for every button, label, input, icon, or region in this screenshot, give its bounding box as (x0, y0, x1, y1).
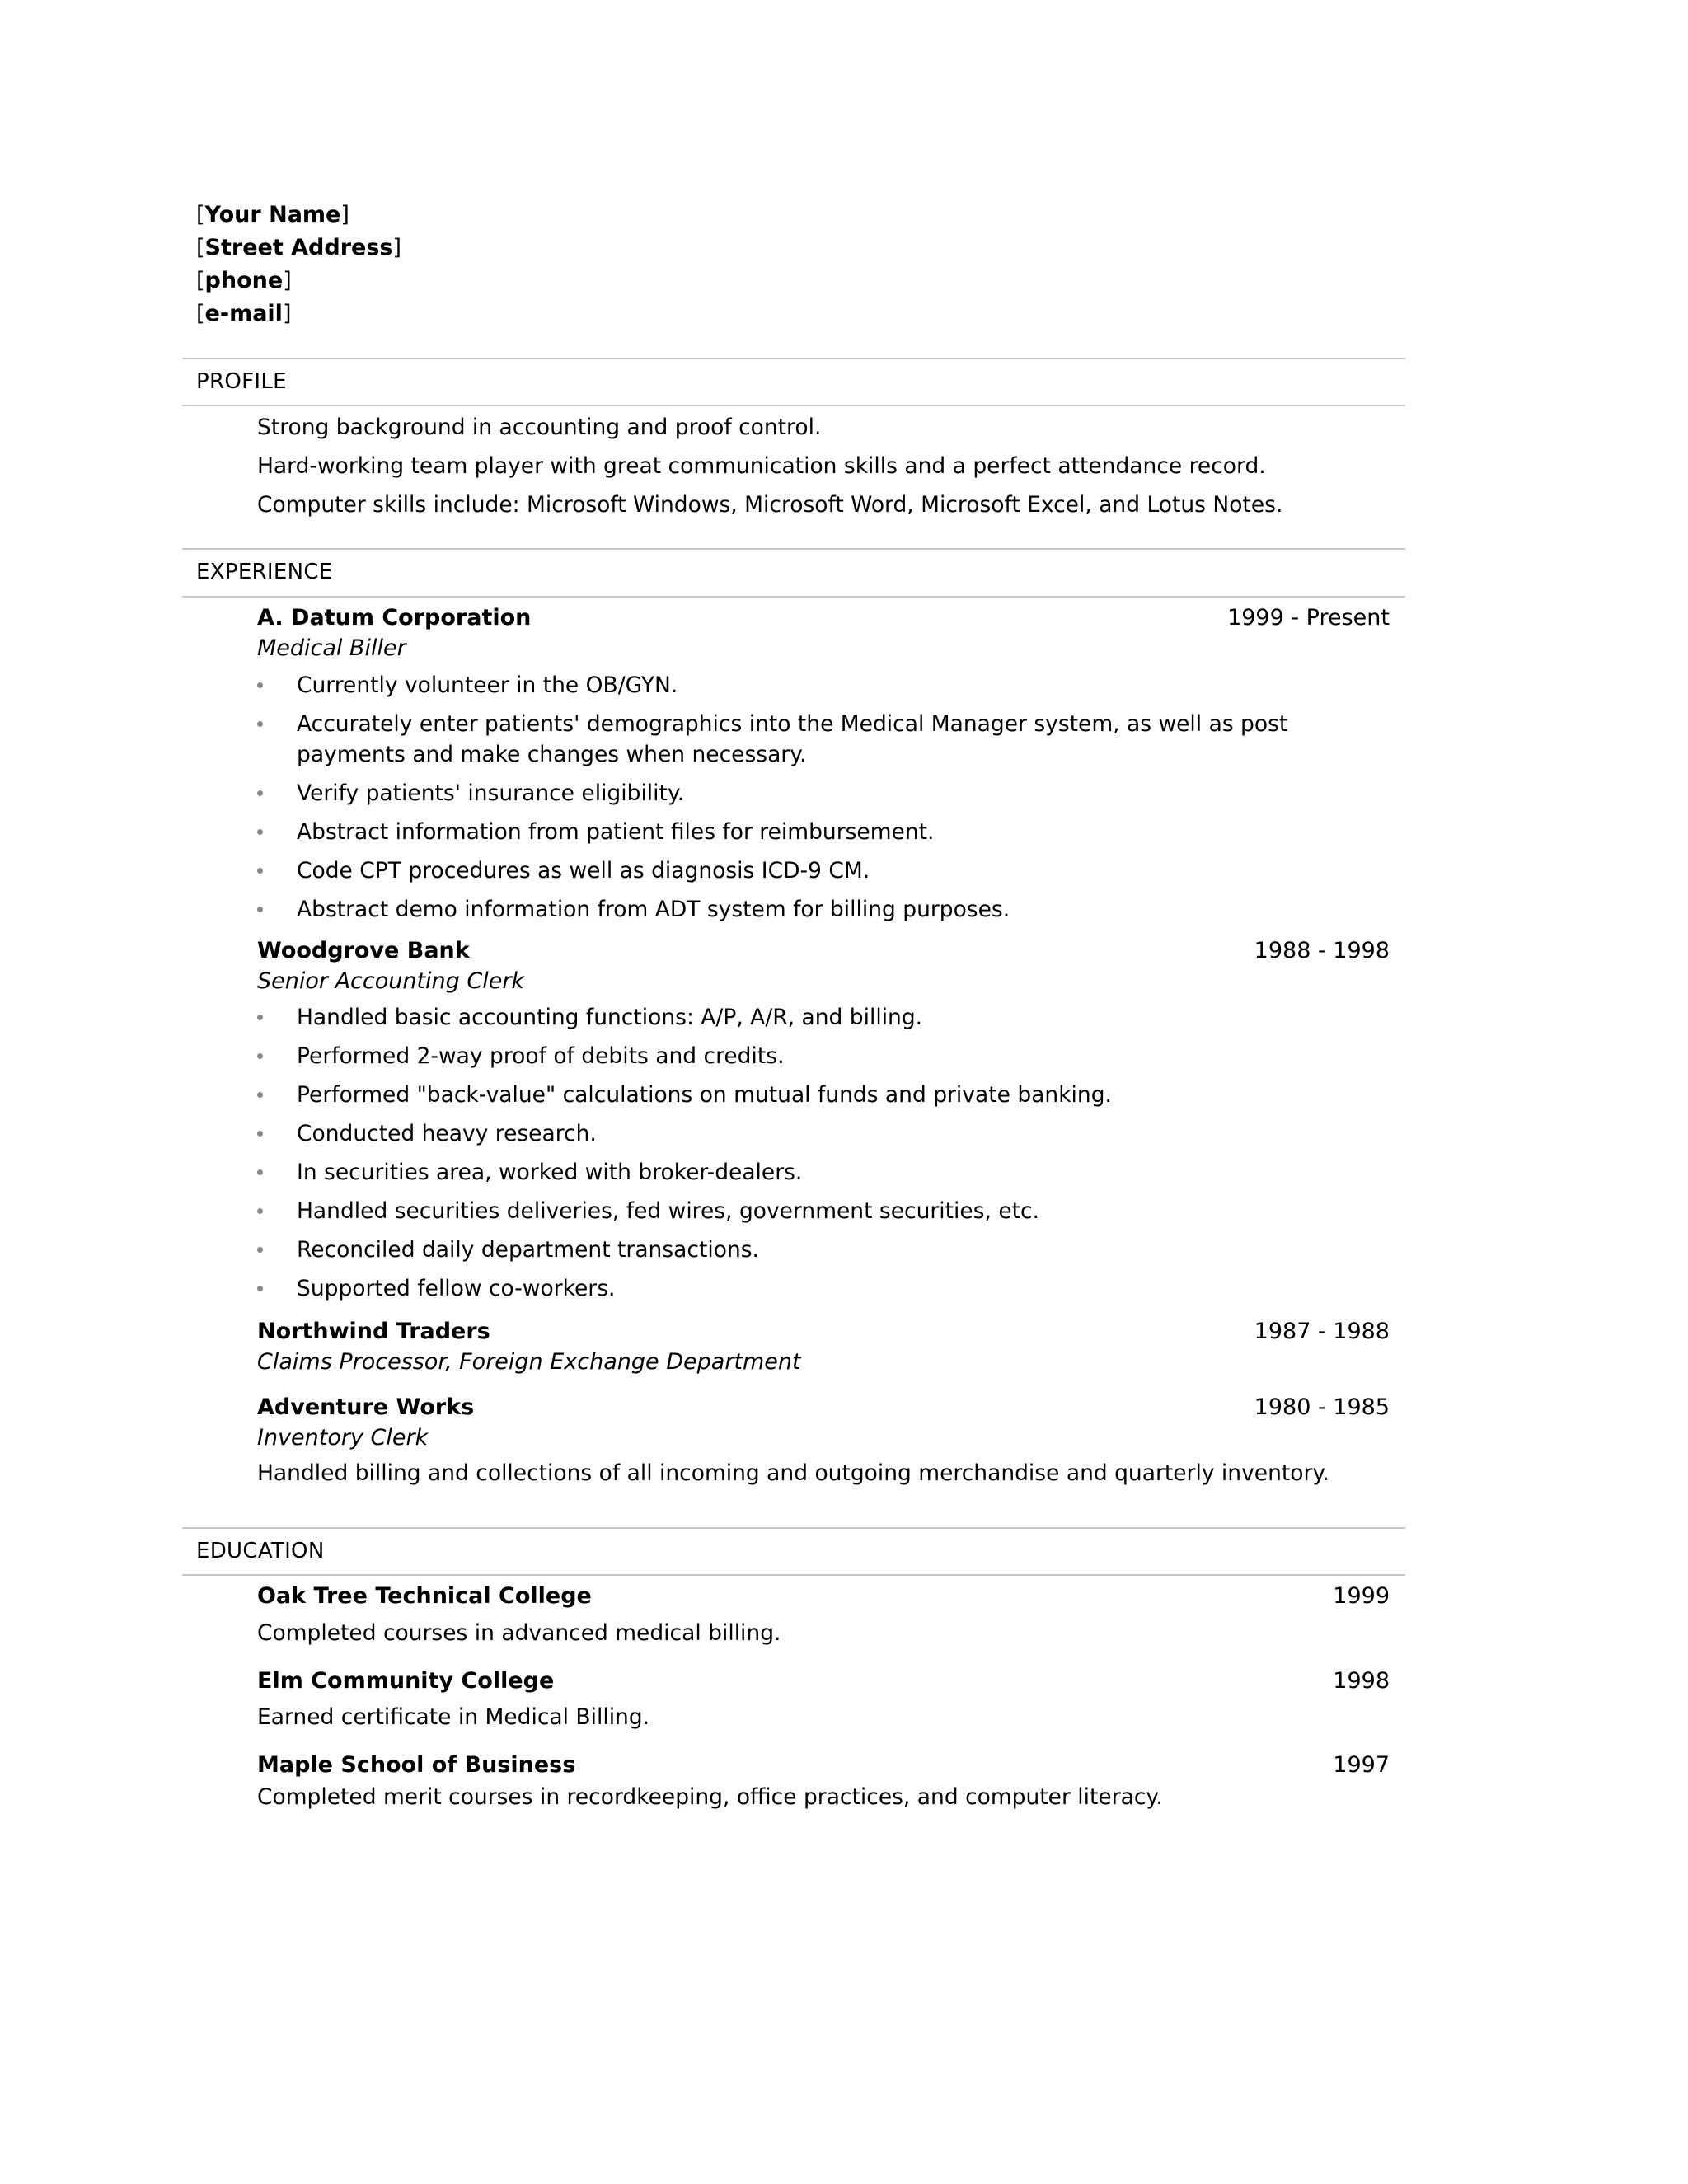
school-name: Maple School of Business (257, 1752, 576, 1778)
job-role: Medical Biller (257, 635, 406, 661)
bullet-icon (257, 1131, 263, 1137)
list-item: Handled basic accounting functions: A/P, A/R, and billing. (257, 1002, 1329, 1033)
job-company: Woodgrove Bank (257, 938, 470, 963)
job-dates: 1988 - 1998 (1254, 938, 1390, 963)
bullet-icon (257, 1286, 263, 1291)
bullet-icon (257, 1169, 263, 1175)
profile-line: Hard-working team player with great communication skills and a perfect attendance record. (257, 453, 1266, 479)
section-divider (182, 405, 1405, 406)
bullet-icon (257, 907, 263, 912)
contact-email: [e-mail] (196, 301, 292, 326)
profile-line: Computer skills include: Microsoft Windows, Microsoft Word, Microsoft Excel, and Lotus Notes. (257, 492, 1283, 518)
contact-address: [Street Address] (196, 235, 402, 260)
bullet-icon (257, 790, 263, 796)
list-item: Abstract demo information from ADT system for billing purposes. (257, 894, 1329, 925)
bullet-icon (257, 1247, 263, 1253)
list-item: Performed "back-value" calculations on mutual funds and private banking. (257, 1080, 1329, 1110)
list-item: Currently volunteer in the OB/GYN. (257, 670, 1329, 701)
job-company: A. Datum Corporation (257, 605, 532, 630)
school-description: Completed merit courses in recordkeeping, office practices, and computer literacy. (257, 1784, 1163, 1810)
list-item: Abstract information from patient files for reimbursement. (257, 817, 1329, 847)
list-item: Verify patients' insurance eligibility. (257, 778, 1329, 808)
section-divider (182, 548, 1405, 550)
school-year: 1999 (1333, 1583, 1390, 1609)
job-description: Handled billing and collections of all incoming and outgoing merchandise and quarterly inventory. (257, 1460, 1329, 1486)
list-item: Conducted heavy research. (257, 1118, 1329, 1149)
job-dates: 1999 - Present (1227, 605, 1390, 630)
list-item: Reconciled daily department transactions. (257, 1235, 1329, 1265)
bullet-icon (257, 868, 263, 874)
bullet-icon (257, 1015, 263, 1020)
list-item: Performed 2-way proof of debits and credits. (257, 1041, 1329, 1071)
school-description: Completed courses in advanced medical billing. (257, 1620, 781, 1646)
job-role: Inventory Clerk (257, 1425, 429, 1451)
school-year: 1997 (1333, 1752, 1390, 1778)
contact-block (196, 199, 401, 330)
section-divider (182, 596, 1405, 598)
contact-phone: [phone] (196, 268, 292, 293)
job-dates: 1980 - 1985 (1254, 1394, 1390, 1420)
school-name: Elm Community College (257, 1668, 555, 1694)
profile-line: Strong background in accounting and proof control. (257, 415, 822, 440)
list-item: Code CPT procedures as well as diagnosis ICD-9 CM. (257, 855, 1329, 886)
section-divider (182, 1574, 1405, 1576)
section-divider (182, 1527, 1405, 1529)
list-item: In securities area, worked with broker-dealers. (257, 1157, 1329, 1188)
list-item: Accurately enter patients' demographics into the Medical Manager system, as well as post payments and make changes when necessary. (257, 709, 1329, 770)
list-item: Supported fellow co-workers. (257, 1273, 1329, 1304)
job-company: Northwind Traders (257, 1319, 490, 1344)
bullet-icon (257, 1092, 263, 1098)
bullet-icon (257, 829, 263, 835)
contact-name: [Your Name] (196, 202, 349, 227)
school-description: Earned certificate in Medical Billing. (257, 1704, 650, 1730)
job-dates: 1987 - 1988 (1254, 1319, 1390, 1344)
bullet-icon (257, 1208, 263, 1214)
job-role: Claims Processor, Foreign Exchange Department (257, 1349, 801, 1375)
experience-heading: EXPERIENCE (196, 560, 333, 584)
profile-heading: PROFILE (196, 369, 287, 394)
school-name: Oak Tree Technical College (257, 1583, 592, 1609)
bullet-icon (257, 1053, 263, 1059)
bullet-icon (257, 682, 263, 688)
school-year: 1998 (1333, 1668, 1390, 1694)
section-divider (182, 358, 1405, 359)
education-heading: EDUCATION (196, 1539, 325, 1563)
job-role: Senior Accounting Clerk (257, 968, 525, 994)
list-item: Handled securities deliveries, fed wires, government securities, etc. (257, 1196, 1329, 1226)
bullet-icon (257, 721, 263, 727)
job-company: Adventure Works (257, 1394, 475, 1420)
